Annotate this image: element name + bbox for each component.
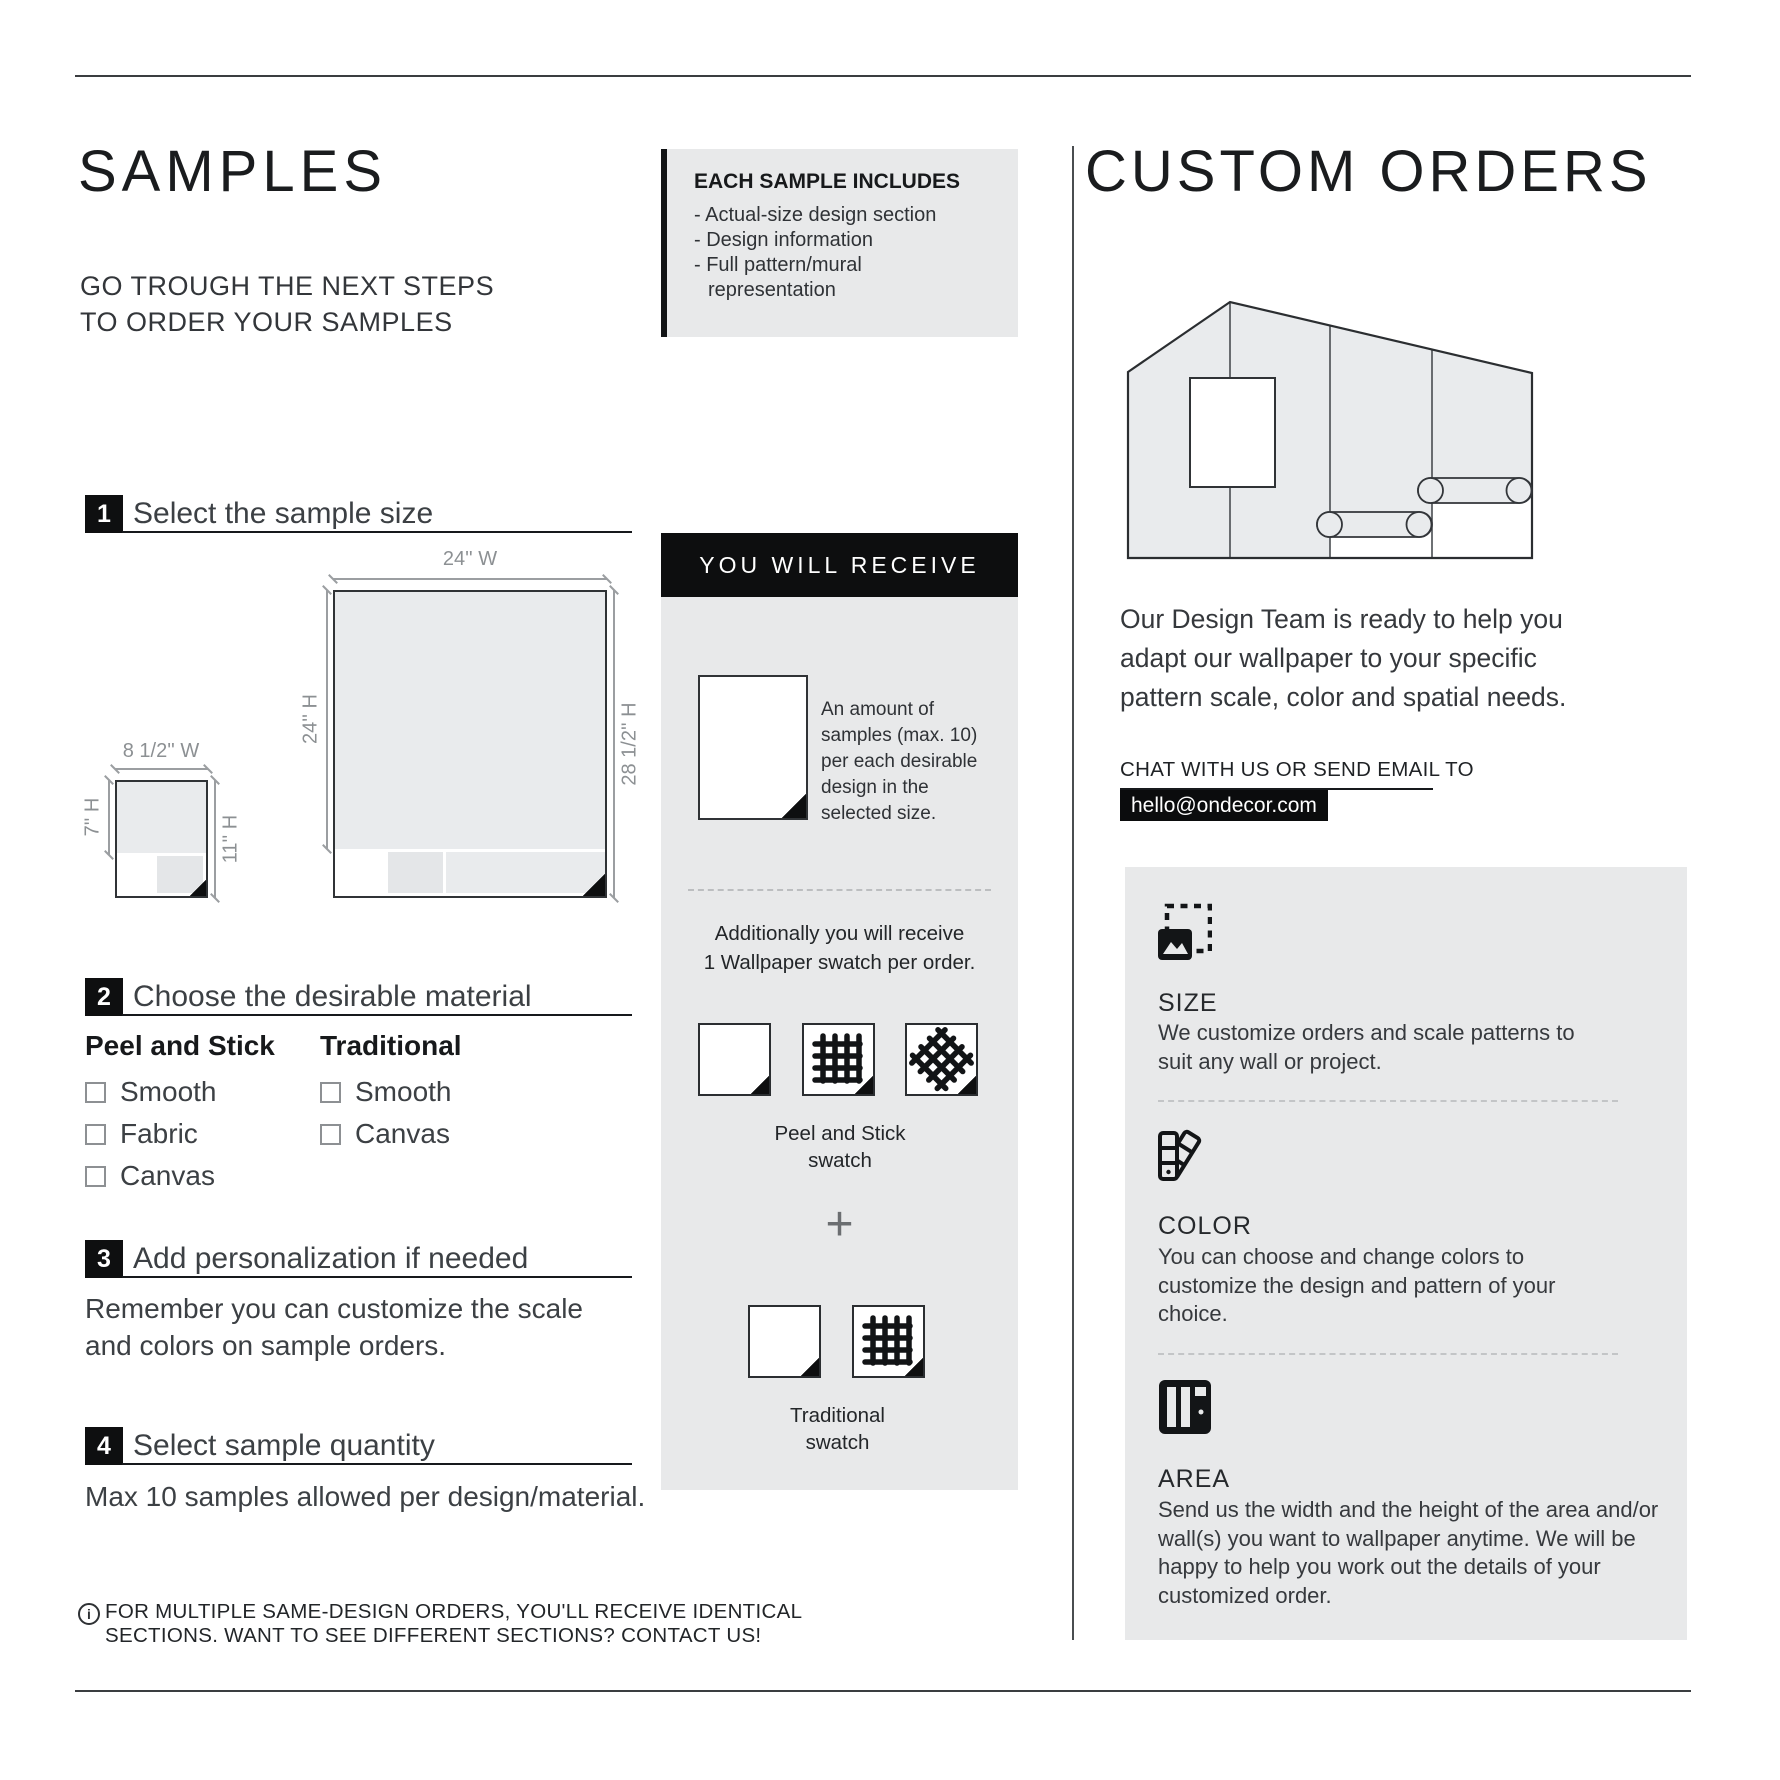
step-1-rule xyxy=(122,531,632,533)
sample-sheet-icon xyxy=(698,675,808,820)
wallpaper-wall-illustration xyxy=(1120,295,1540,570)
feature-body: Send us the width and the height of the area and/or wall(s) you want to wallpaper anytime. We will be happy to help you work out the details of your customized order. xyxy=(1158,1497,1659,1608)
small-sample-width-label: 8 1/2'' W xyxy=(122,740,200,762)
feature-body: We customize orders and scale patterns to suit any wall or project. xyxy=(1158,1020,1575,1074)
step-4-badge: 4 xyxy=(85,1427,123,1465)
dashed-divider xyxy=(1158,1353,1618,1355)
page-fold-icon xyxy=(190,880,206,896)
page-fold-icon xyxy=(782,794,806,818)
blank-swatch-icon xyxy=(748,1305,821,1378)
material-option-row xyxy=(85,1076,275,1108)
step-3-title: Add personalization if needed xyxy=(133,1242,529,1275)
includes-box-title: EACH SAMPLE INCLUDES xyxy=(694,170,961,193)
material-group-traditional xyxy=(320,1030,462,1150)
small-sample-diagram xyxy=(115,780,208,898)
option-label: Smooth xyxy=(355,1076,452,1107)
includes-box xyxy=(661,149,1018,337)
large-sample-height-left-label: 24'' H xyxy=(299,694,322,744)
feature-heading: SIZE xyxy=(1158,989,1218,1017)
large-sample-height-right-label: 28 1/2'' H xyxy=(618,702,641,786)
step-4-note: Max 10 samples allowed per design/material. xyxy=(85,1481,646,1512)
large-sample-diagram xyxy=(333,590,607,898)
info-icon: i xyxy=(78,1603,100,1625)
page-fold-icon xyxy=(801,1358,819,1376)
crosshatch-swatch-icon xyxy=(905,1023,978,1096)
material-option-row xyxy=(85,1160,275,1192)
step-3-note: Remember you can customize the scale and colors on sample orders. xyxy=(85,1293,583,1361)
small-sample-height-left-label: 7'' H xyxy=(81,797,104,837)
large-sample-width-dim xyxy=(333,578,607,580)
includes-list xyxy=(694,203,1000,303)
large-sample-section-block xyxy=(446,852,605,893)
material-option-row xyxy=(320,1076,462,1108)
feature-heading: COLOR xyxy=(1158,1212,1252,1240)
step-2-title: Choose the desirable material xyxy=(133,980,532,1013)
step-1-badge: 1 xyxy=(85,495,123,533)
small-sample-height-right-label: 11'' H xyxy=(219,814,242,864)
blank-swatch-icon xyxy=(698,1023,771,1096)
custom-orders-intro: Our Design Team is ready to help you adapt our wallpaper to your specific pattern scale, color and spatial needs. xyxy=(1120,604,1567,712)
small-sample-width-dim xyxy=(115,768,208,770)
large-sample-section-block xyxy=(388,852,443,893)
small-sample-height-dim-left xyxy=(108,780,110,855)
area-wall-door-icon xyxy=(1158,1379,1212,1435)
checkbox-traditional-smooth[interactable] xyxy=(320,1082,341,1103)
option-label: Fabric xyxy=(120,1118,198,1149)
option-label: Smooth xyxy=(120,1076,217,1107)
receive-additional-text: Additionally you will receive 1 Wallpaper swatch per order. xyxy=(703,922,976,974)
size-crop-image-icon xyxy=(1158,903,1212,961)
page-fold-icon xyxy=(583,874,605,896)
plus-icon: + xyxy=(825,1198,854,1251)
grid-swatch-icon xyxy=(852,1305,925,1378)
traditional-swatch-label: Traditional swatch xyxy=(790,1404,885,1454)
includes-item: - Full pattern/mural representation xyxy=(694,253,948,303)
feature-body: You can choose and change colors to customize the design and pattern of your choice. xyxy=(1158,1244,1556,1326)
option-label: Canvas xyxy=(120,1160,215,1191)
includes-item: - Design information xyxy=(694,228,1000,253)
material-group-title: Peel and Stick xyxy=(85,1030,275,1061)
footer-note: FOR MULTIPLE SAME-DESIGN ORDERS, YOU'LL RECEIVE IDENTICAL SECTIONS. WANT TO SEE DIFFERENT SECTIONS? CONTACT US! xyxy=(105,1600,803,1647)
page-fold-icon xyxy=(751,1076,769,1094)
step-4-title: Select sample quantity xyxy=(133,1429,435,1462)
column-divider xyxy=(1072,146,1074,1640)
dashed-divider xyxy=(688,889,991,891)
option-label: Canvas xyxy=(355,1118,450,1149)
small-sample-height-dim-right xyxy=(214,780,216,898)
custom-orders-title: CUSTOM ORDERS xyxy=(1085,139,1652,204)
samples-title: SAMPLES xyxy=(78,139,387,204)
checkbox-peel-canvas[interactable] xyxy=(85,1166,106,1187)
large-sample-height-dim-left xyxy=(326,590,328,849)
page-fold-icon xyxy=(855,1076,873,1094)
includes-item: - Actual-size design section xyxy=(694,203,1000,228)
step-1-title: Select the sample size xyxy=(133,497,434,530)
step-3-rule xyxy=(122,1276,632,1278)
material-group-title: Traditional xyxy=(320,1030,462,1061)
page-fold-icon xyxy=(905,1358,923,1376)
receive-banner: YOU WILL RECEIVE xyxy=(661,533,1018,597)
top-rule xyxy=(75,75,1691,77)
feature-heading: AREA xyxy=(1158,1465,1231,1493)
contact-label: CHAT WITH US OR SEND EMAIL TO xyxy=(1120,758,1474,781)
custom-features-panel xyxy=(1125,867,1687,1640)
step-2-badge: 2 xyxy=(85,978,123,1016)
step-4-rule xyxy=(122,1463,632,1465)
color-swatches-icon xyxy=(1158,1125,1218,1187)
material-option-row xyxy=(85,1118,275,1150)
material-option-row xyxy=(320,1118,462,1150)
samples-intro: GO TROUGH THE NEXT STEPS TO ORDER YOUR SAMPLES xyxy=(80,271,495,337)
checkbox-peel-fabric[interactable] xyxy=(85,1124,106,1145)
step-3-badge: 3 xyxy=(85,1240,123,1278)
grid-swatch-icon xyxy=(802,1023,875,1096)
large-sample-width-label: 24'' W xyxy=(442,548,498,570)
step-2-rule xyxy=(122,1014,632,1016)
bottom-rule xyxy=(75,1690,1691,1692)
peel-swatch-label: Peel and Stick swatch xyxy=(774,1122,906,1172)
receive-panel xyxy=(661,597,1018,1490)
dashed-divider xyxy=(1158,1100,1618,1102)
receive-amount-text: An amount of samples (max. 10) per each desirable design in the selected size. xyxy=(821,699,978,824)
checkbox-peel-smooth[interactable] xyxy=(85,1082,106,1103)
large-sample-height-dim-right xyxy=(613,590,615,898)
page-fold-icon xyxy=(958,1076,976,1094)
checkbox-traditional-canvas[interactable] xyxy=(320,1124,341,1145)
email-badge[interactable]: hello@ondecor.com xyxy=(1120,790,1328,821)
material-group-peel-and-stick xyxy=(85,1030,275,1192)
